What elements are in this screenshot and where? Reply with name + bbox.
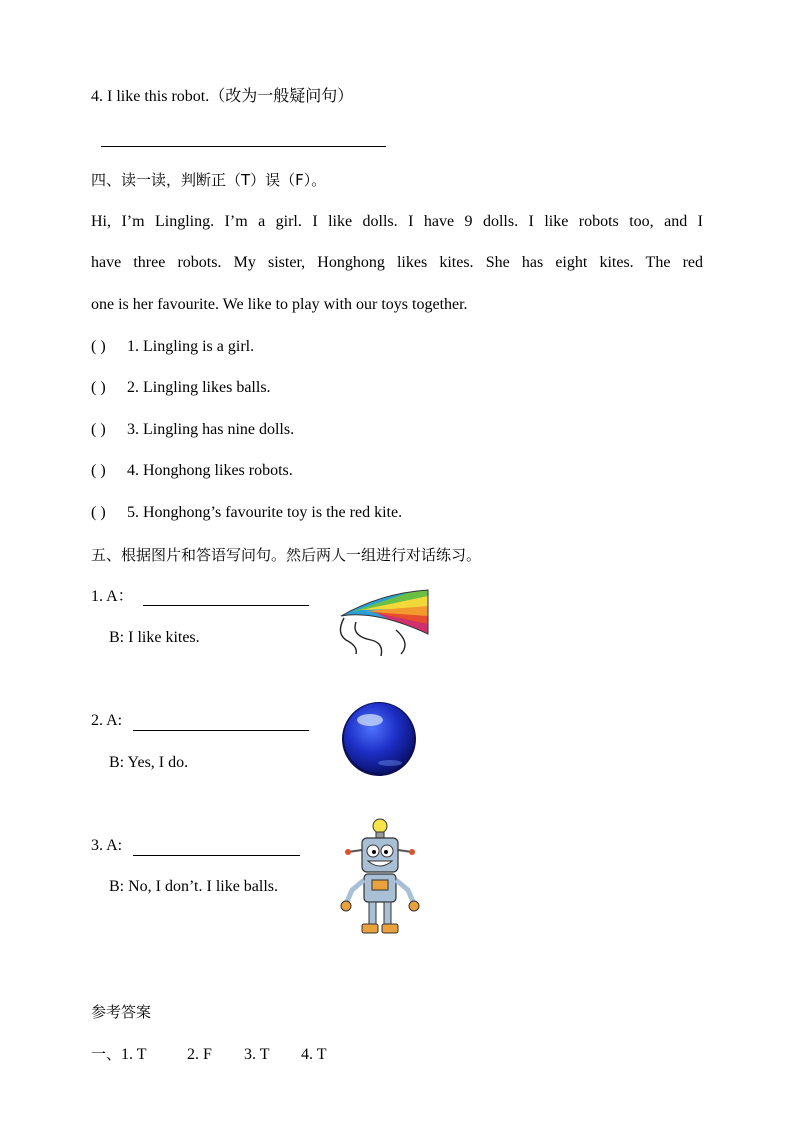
answer-key-heading: 参考答案 [91,1003,152,1021]
answer-blank-q4[interactable] [101,146,386,147]
answer-key-prefix: 一、 [91,1045,122,1063]
tf-item-5-text: 5. Honghong’s favourite toy is the red kite. [127,504,403,521]
answer-key-item: 3. T [244,1046,270,1063]
tf-item-4-text: 4. Honghong likes robots. [127,462,293,479]
tf-answer-box-5[interactable]: ( ) [91,504,106,521]
kite-image [336,588,431,658]
answer-key-item: 4. T [301,1046,327,1063]
passage-line-3: one is her favourite. We like to play with our toys together. [91,296,468,313]
blue-ball-image [340,700,420,780]
dialog-2-answer: B: Yes, I do. [109,754,189,771]
tf-item-2 [91,378,271,398]
tf-answer-box-3[interactable]: ( ) [91,421,106,438]
section-4-heading: 四、读一读，判断正（T）误（F）。 [91,171,327,189]
dialog-3-question: 3. A: [91,837,123,854]
answer-blank-dialog-1[interactable] [143,605,309,606]
passage-line-1: Hi, I’m Lingling. I’m a girl. I like dolls. I have 9 dolls. I like robots too, and I [91,213,703,230]
section-5-heading: 五、根据图片和答语写问句。然后两人一组进行对话练习。 [91,546,482,564]
answer-key-line-1 [91,1044,327,1065]
answer-blank-dialog-3[interactable] [133,855,300,856]
tf-item-1 [91,337,254,357]
tf-item-5 [91,503,402,523]
dialog-1-question: 1. A： [91,588,134,605]
tf-item-2-text: 2. Lingling likes balls. [127,379,271,396]
dialog-3-answer: B: No, I don’t. I like balls. [109,878,279,895]
tf-item-1-text: 1. Lingling is a girl. [127,338,255,355]
tf-item-4 [91,461,293,481]
tf-item-3 [91,420,294,440]
answer-key-item: 1. T [121,1046,147,1063]
tf-answer-box-1[interactable]: ( ) [91,338,106,355]
answer-blank-dialog-2[interactable] [133,730,309,731]
tf-answer-box-2[interactable]: ( ) [91,379,106,396]
tf-item-3-text: 3. Lingling has nine dolls. [127,421,295,438]
question-4-text: 4. I like this robot.（改为一般疑问句） [91,88,354,105]
question-4-rewrite [91,87,353,107]
dialog-1-answer: B: I like kites. [109,629,200,646]
answer-key-item: 2. F [187,1046,212,1063]
passage-line-2: have three robots. My sister, Honghong likes kites. She has eight kites. The red [91,254,703,271]
robot-image [336,816,426,938]
tf-answer-box-4[interactable]: ( ) [91,462,106,479]
dialog-2-question: 2. A: [91,712,123,729]
